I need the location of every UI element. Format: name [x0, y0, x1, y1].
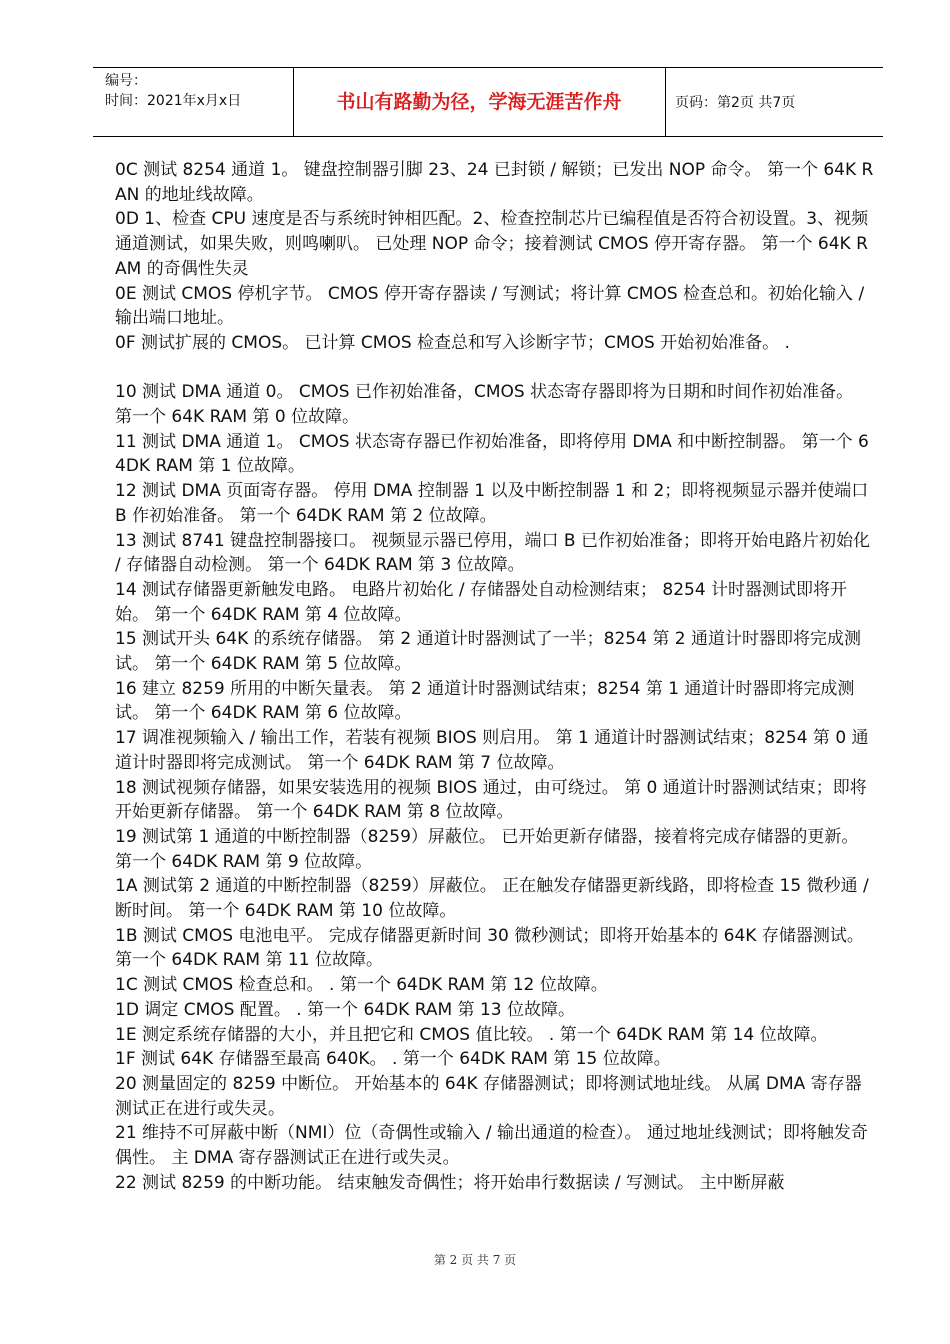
- paragraph-0c: 0C 测试 8254 通道 1。 键盘控制器引脚 23、24 已封锁 / 解锁；已发出 NOP 命令。 第一个 64K RAN 的地址线故障。: [115, 160, 874, 205]
- paragraph-1a: 1A 测试第 2 通道的中断控制器（8259）屏蔽位。 正在触发存储器更新线路，即将检查 15 微秒通 / 断时间。 第一个 64DK RAM 第 10 位故障。: [115, 876, 869, 922]
- paragraph-13: 13 测试 8741 键盘控制器接口。 视频显示器已停用，端口 B 已作初始准备；即将开始电路片初始化 / 存储器自动检测。 第一个 64DK RAM 第 3 位故障。: [115, 530, 870, 576]
- paragraph-11: 11 测试 DMA 通道 1。 CMOS 状态寄存器已作初始准备，即将停用 DMA 和中断控制器。 第一个 64DK RAM 第 1 位故障。: [115, 431, 869, 477]
- header-page-cell: [665, 68, 883, 136]
- paragraph-22: 22 测试 8259 的中断功能。 结束触发奇偶性；将开始串行数据读 / 写测试。 主中断屏蔽: [115, 1172, 785, 1193]
- paragraph-0e: 0E 测试 CMOS 停机字节。 CMOS 停开寄存器读 / 写测试；将计算 CMOS 检查总和。初始化输入 / 输出端口地址。: [115, 283, 865, 329]
- paragraph-14: 14 测试存储器更新触发电路。 电路片初始化 / 存储器处自动检测结束； 8254 计时器测试即将开始。 第一个 64DK RAM 第 4 位故障。: [115, 579, 848, 625]
- header-meta-cell: [93, 68, 294, 136]
- paragraph-18: 18 测试视频存储器，如果安装选用的视频 BIOS 通过，由可绕过。 第 0 通道计时器测试结束；即将开始更新存储器。 第一个 64DK RAM 第 8 位故障。: [115, 777, 867, 823]
- header-motto: 书山有路勤为径，学海无涯苦作舟: [336, 91, 622, 113]
- paragraph-19: 19 测试第 1 通道的中断控制器（8259）屏蔽位。 已开始更新存储器，接着将完成存储器的更新。 第一个 64DK RAM 第 9 位故障。: [115, 826, 859, 872]
- paragraph-21: 21 维持不可屏蔽中断（NMI）位（奇偶性或输入 / 输出通道的检查）。 通过地址线测试；即将触发奇偶性。 主 DMA 寄存器测试正在进行或失灵。: [115, 1123, 868, 1169]
- paragraph-spacer: [115, 356, 875, 381]
- header-motto-cell: [293, 68, 666, 136]
- paragraph-1b: 1B 测试 CMOS 电池电平。 完成存储器更新时间 30 微秒测试；即将开始基本的 64K 存储器测试。 第一个 64DK RAM 第 11 位故障。: [115, 925, 864, 971]
- document-header: [93, 67, 883, 137]
- paragraph-1f: 1F 测试 64K 存储器至最高 640K。 . 第一个 64DK RAM 第 15 位故障。: [115, 1049, 671, 1070]
- paragraph-15: 15 测试开头 64K 的系统存储器。 第 2 通道计时器测试了一半；8254 第 2 通道计时器即将完成测试。 第一个 64DK RAM 第 5 位故障。: [115, 629, 861, 675]
- paragraph-20: 20 测量固定的 8259 中断位。 开始基本的 64K 存储器测试；即将测试地址线。 从属 DMA 寄存器测试正在进行或失灵。: [115, 1074, 862, 1119]
- paragraph-1d: 1D 调定 CMOS 配置。 . 第一个 64DK RAM 第 13 位故障。: [115, 999, 575, 1020]
- paragraph-17: 17 调准视频输入 / 输出工作，若装有视频 BIOS 则启用。 第 1 通道计时器测试结束；8254 第 0 通道计时器即将完成测试。 第一个 64DK RAM 第 7 位故障。: [115, 728, 869, 773]
- document-body: [115, 158, 875, 1196]
- document-number-label: 编号：: [105, 73, 147, 89]
- page-footer: 第 2 页 共 7 页: [433, 1253, 517, 1267]
- paragraph-12: 12 测试 DMA 页面寄存器。 停用 DMA 控制器 1 以及中断控制器 1 和 2；即将视频显示器并使端口 B 作初始准备。 第一个 64DK RAM 第 2 位故障。: [115, 481, 869, 526]
- document-time-label: 时间：2021年x月x日: [105, 93, 242, 109]
- paragraph-0f: 0F 测试扩展的 CMOS。 已计算 CMOS 检查总和写入诊断字节；CMOS 开始初始准备。 .: [115, 332, 790, 353]
- paragraph-16: 16 建立 8259 所用的中断矢量表。 第 2 通道计时器测试结束；8254 第 1 通道计时器即将完成测试。 第一个 64DK RAM 第 6 位故障。: [115, 678, 855, 724]
- paragraph-0d: 0D 1、检查 CPU 速度是否与系统时钟相匹配。2、检查控制芯片已编程值是否符合初设置。3、视频通道测试，如果失败，则鸣喇叭。 已处理 NOP 命令；接着测试 CMOS 停开寄存器。 第一个 64K RAM 的奇偶性失灵: [115, 209, 869, 279]
- paragraph-10: 10 测试 DMA 通道 0。 CMOS 已作初始准备，CMOS 状态寄存器即将为日期和时间作初始准备。 第一个 64K RAM 第 0 位故障。: [115, 382, 854, 428]
- paragraph-1e: 1E 测定系统存储器的大小，并且把它和 CMOS 值比较。 . 第一个 64DK RAM 第 14 位故障。: [115, 1024, 828, 1045]
- header-page-info: 页码：第2页 共7页: [675, 95, 796, 111]
- paragraph-1c: 1C 测试 CMOS 检查总和。 . 第一个 64DK RAM 第 12 位故障。: [115, 975, 608, 996]
